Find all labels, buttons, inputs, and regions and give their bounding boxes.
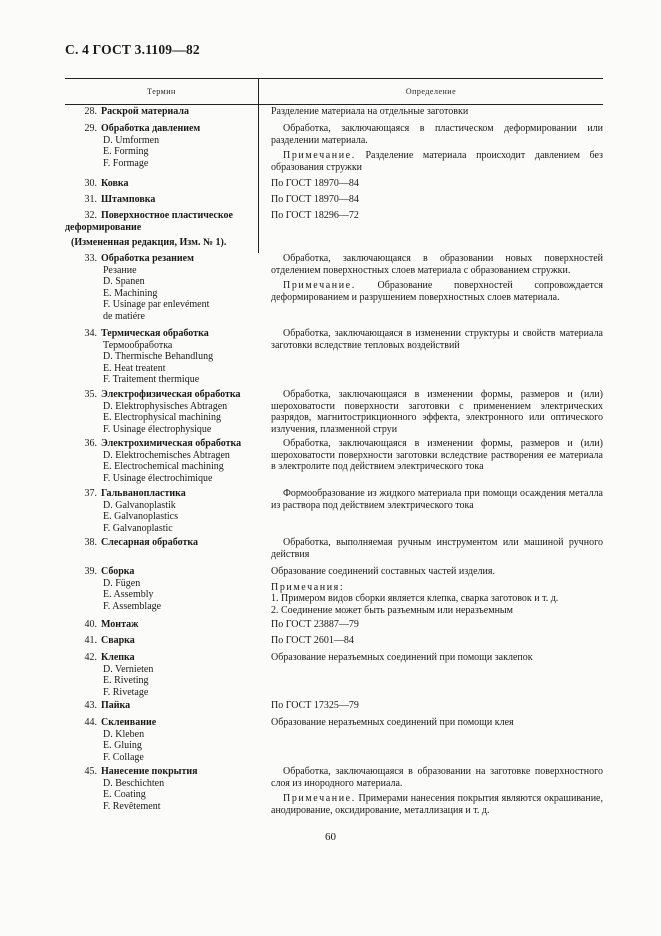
- amendment-note: (Измененная редакция, Изм. № 1).: [71, 237, 227, 248]
- term-name: Склеивание: [101, 717, 157, 728]
- term-de: D. Elektrochemisches Abtragen: [103, 449, 230, 461]
- definition: Образование соединений составных частей изделия.: [271, 566, 495, 577]
- term-name: Термическая обработка: [101, 328, 209, 339]
- definition: По ГОСТ 18296—72: [271, 210, 359, 221]
- definition: Обработка, заключающаяся в изменении структуры и свойств материала заготовки вследствие тепловых воздействий: [271, 328, 603, 351]
- note-item-2: 2. Соединение может быть разъемным или неразъемным: [271, 604, 513, 616]
- term-name: Электрохимическая обработка: [101, 438, 242, 449]
- definition: Разделение материала на отдельные заготовки: [271, 106, 469, 117]
- column-header-term: Термин: [65, 79, 259, 104]
- term-fr: F. Formage: [103, 157, 149, 169]
- term-fr: F. Galvanoplastic: [103, 522, 173, 534]
- entry-number: 43.: [84, 700, 97, 711]
- note: [271, 793, 603, 816]
- term-name: Обработка резанием: [101, 253, 194, 264]
- term-de: D. Vernieten: [103, 663, 154, 675]
- definition: Обработка, выполняемая ручным инструментом или машиной ручного действия: [271, 537, 603, 560]
- term-fr: F. Usinage électrochimique: [103, 472, 213, 484]
- term-de: D. Umformen: [103, 134, 160, 146]
- entry-number: 44.: [84, 717, 97, 728]
- definition: По ГОСТ 23887—79: [271, 619, 359, 630]
- term-name: Сборка: [101, 566, 135, 577]
- page-number: 60: [325, 831, 336, 843]
- column-divider: [258, 103, 259, 253]
- entry-number: 40.: [84, 619, 97, 630]
- term-en: E. Assembly: [103, 589, 154, 600]
- definition: По ГОСТ 18970—84: [271, 194, 359, 205]
- definition: По ГОСТ 2601—84: [271, 635, 354, 646]
- definition: По ГОСТ 17325—79: [271, 700, 359, 711]
- entry-number: 33.: [84, 253, 97, 264]
- term-en: E. Gluing: [103, 740, 142, 751]
- term-fr-continued: de matiére: [103, 310, 145, 322]
- term-name: Поверхностное пластическое: [101, 210, 233, 221]
- note-item-1: 1. Примером видов сборки является клепка, сварка заготовок и т. д.: [271, 593, 559, 604]
- entry-number: 32.: [84, 210, 97, 221]
- entry-number: 35.: [84, 389, 97, 400]
- entry-number: 38.: [84, 537, 97, 548]
- term-en: E. Heat treatent: [103, 362, 166, 374]
- definition: Обработка, заключающаяся в изменении формы, размеров и (или) шероховатости поверхности заготовки вследствие растворения ее материала в электролите под действием электрического тока: [271, 438, 603, 472]
- note: [271, 150, 603, 173]
- term-en: E. Machining: [103, 287, 158, 299]
- term-fr: F. Revêtement: [103, 800, 161, 812]
- column-header-definition: Определение: [405, 87, 457, 96]
- term-name: Раскрой материала: [101, 106, 189, 117]
- term-name: Нанесение покрытия: [101, 766, 198, 777]
- note: [271, 280, 603, 303]
- term-fr: F. Collage: [103, 751, 144, 763]
- term-fr: F. Assemblage: [103, 600, 162, 612]
- term-name: Штамповка: [101, 194, 156, 205]
- note-label: Примечание.: [283, 280, 356, 291]
- entry-number: 45.: [84, 766, 97, 777]
- definition: Формообразование из жидкого материала при помощи осаждения металла из раствора под действием электрического тока: [271, 488, 603, 511]
- term-name: Электрофизическая обработка: [101, 389, 241, 400]
- note-label: Примечание.: [283, 793, 356, 804]
- term-synonym: Термообработка: [103, 339, 173, 351]
- definition: Образование неразъемных соединений при помощи клея: [271, 717, 514, 728]
- entry-number: 31.: [84, 194, 97, 205]
- term-en: E. Electrophysical machining: [103, 412, 222, 423]
- term-de: D. Galvanoplastik: [103, 499, 176, 511]
- definition: Образование неразъемных соединений при помощи заклепок: [271, 652, 533, 663]
- term-name: Клепка: [101, 652, 135, 663]
- term-de: D. Fügen: [103, 577, 141, 589]
- entry-number: 29.: [84, 123, 97, 134]
- term-name: Ковка: [101, 178, 129, 189]
- term-en: E. Forming: [103, 146, 149, 157]
- entry-number: 41.: [84, 635, 97, 646]
- definition: По ГОСТ 18970—84: [271, 178, 359, 189]
- term-de: D. Thermische Behandlung: [103, 351, 214, 362]
- term-en: E. Electrochemical machining: [103, 461, 224, 472]
- definition: Обработка, заключающаяся в изменении формы, размеров и (или) шероховатости поверхности заготовки с применением электрических разрядов, магнитострикционного эффекта, электронного или оптического излучения, плазменной струи: [271, 389, 603, 435]
- term-synonym: Резание: [103, 264, 137, 276]
- definition: Обработка, заключающаяся в пластическом деформировании или разделении материала.: [271, 123, 603, 146]
- entry-number: 28.: [84, 106, 97, 117]
- term-en: E. Galvanoplastics: [103, 511, 178, 522]
- term-de: D. Beschichten: [103, 777, 165, 789]
- term-name: Гальванопластика: [101, 488, 186, 499]
- term-name-continued: деформирование: [65, 221, 142, 233]
- term-en: E. Riveting: [103, 675, 149, 686]
- table-header: [65, 78, 603, 105]
- term-name: Монтаж: [101, 619, 139, 630]
- note-text: Образование поверхностей сопровождается деформированием и разрушением поверхностных слоев материала.: [271, 280, 604, 303]
- term-name: Пайка: [101, 700, 131, 711]
- term-name: Слесарная обработка: [101, 537, 199, 548]
- term-name: Обработка давлением: [101, 123, 201, 134]
- entry-number: 39.: [84, 566, 97, 577]
- entry-number: 37.: [84, 488, 97, 499]
- term-en: E. Coating: [103, 789, 146, 800]
- term-de: D. Kleben: [103, 728, 145, 740]
- term-de: D. Elektrophysisches Abtragen: [103, 400, 228, 412]
- note-text: Примерами нанесения покрытия являются окрашивание, анодирование, оксидирование, металлизация и т. д.: [271, 793, 603, 816]
- note-label: Примечание.: [283, 150, 356, 161]
- entry-number: 30.: [84, 178, 97, 189]
- entry-number: 36.: [84, 438, 97, 449]
- term-fr: F. Usinage par enlevément: [103, 299, 210, 310]
- page-header: С. 4 ГОСТ 3.1109—82: [65, 42, 200, 57]
- note-label: [271, 582, 603, 594]
- term-fr: F. Usinage électrophysique: [103, 423, 212, 435]
- terms-table: [65, 78, 604, 816]
- note-label-text: Примечания:: [271, 581, 345, 593]
- definition: Обработка, заключающаяся в образовании на заготовке поверхностного слоя из инородного материала.: [271, 766, 603, 789]
- entry-number: 34.: [84, 328, 97, 339]
- term-name: Сварка: [101, 635, 135, 646]
- entry-number: 42.: [84, 652, 97, 663]
- term-fr: F. Rivetage: [103, 686, 149, 698]
- definition: Обработка, заключающаяся в образовании новых поверхностей отделением поверхностных слоев материала с образованием стружки.: [271, 253, 603, 276]
- term-fr: F. Traitement thermique: [103, 374, 200, 385]
- note-text: Разделение материала происходит давлением без образования стружки: [271, 150, 603, 173]
- term-de: D. Spanen: [103, 276, 145, 287]
